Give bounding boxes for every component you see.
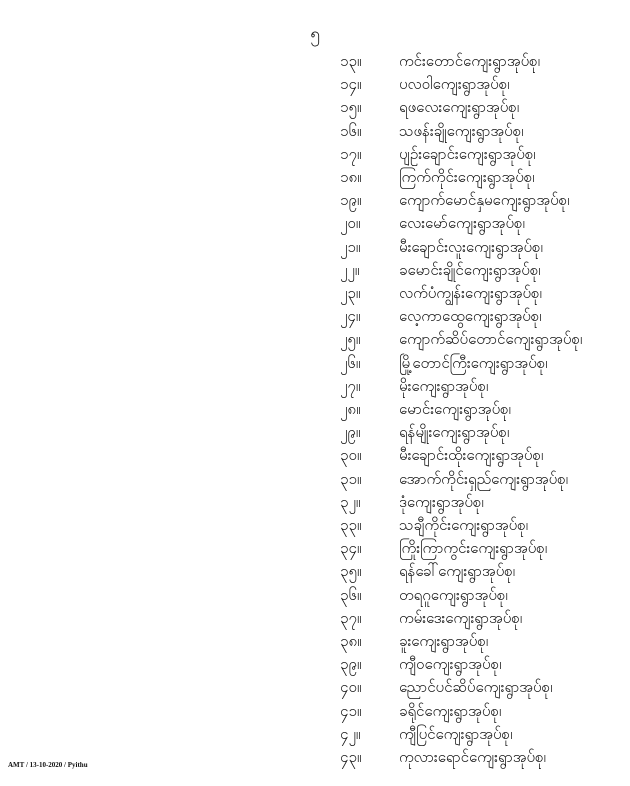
document-reference-footer: AMT / 13-10-2020 / Pyithu bbox=[8, 761, 88, 769]
list-item bbox=[0, 166, 630, 188]
list-item bbox=[0, 375, 630, 397]
list-item bbox=[0, 259, 630, 281]
list-item bbox=[0, 700, 630, 722]
village-tract-name: မီးချောင်းထိုးကျေးရွာအုပ်စု၊ bbox=[399, 446, 544, 465]
list-item bbox=[0, 143, 630, 165]
village-tract-name: ပလဝါကျေးရွာအုပ်စု၊ bbox=[399, 75, 510, 94]
village-tract-name: ကမ်းဒေးကျေးရွာအုပ်စု၊ bbox=[399, 608, 523, 627]
item-number: ၂၀။ bbox=[340, 214, 361, 233]
item-number: ၃၆။ bbox=[340, 585, 362, 604]
item-number: ၁၅။ bbox=[340, 98, 362, 117]
list-item bbox=[0, 189, 630, 211]
item-number: ၃၅။ bbox=[340, 562, 362, 581]
item-number: ၃၄။ bbox=[340, 539, 362, 558]
item-number: ၃၁။ bbox=[340, 469, 362, 488]
village-tract-name: မီးချောင်းလူးကျေးရွာအုပ်စု၊ bbox=[399, 237, 543, 256]
list-item bbox=[0, 96, 630, 118]
item-number: ၃၉။ bbox=[340, 655, 362, 674]
list-item bbox=[0, 282, 630, 304]
item-number: ၄၂။ bbox=[340, 724, 361, 743]
village-tract-name: မိုးကျေးရွာအုပ်စု၊ bbox=[399, 376, 489, 395]
list-item bbox=[0, 468, 630, 490]
list-item bbox=[0, 398, 630, 420]
item-number: ၂၃။ bbox=[340, 284, 361, 302]
list-item bbox=[0, 73, 630, 95]
item-number: ၁၆။ bbox=[340, 121, 362, 140]
village-tract-name: ကြိုးကြာကွင်းကျေးရွာအုပ်စု၊ bbox=[399, 539, 548, 558]
village-tract-name: အောက်ကိုင်းရှည်ကျေးရွာအုပ်စု၊ bbox=[399, 469, 569, 488]
item-number: ၄၃။ bbox=[340, 748, 362, 766]
item-number: ၂၂။ bbox=[340, 260, 360, 279]
item-number: ၁၇။ bbox=[340, 144, 362, 163]
village-tract-name: ကျီပြင်ကျေးရွာအုပ်စု၊ bbox=[399, 724, 513, 743]
list-item bbox=[0, 514, 630, 536]
village-tract-name: ဒုံကျေးရွာအုပ်စု၊ bbox=[399, 492, 484, 511]
item-number: ၄၀။ bbox=[340, 678, 362, 697]
village-tract-name: ကျောက်မောင်နှမကျေးရွာအုပ်စု၊ bbox=[399, 191, 570, 210]
page-number: ၅ bbox=[310, 24, 320, 44]
item-number: ၂၉။ bbox=[340, 423, 361, 442]
item-number: ၁၃။ bbox=[340, 52, 362, 70]
village-tract-name: သဖန်းချိုကျေးရွာအုပ်စု၊ bbox=[399, 121, 524, 140]
list-item bbox=[0, 607, 630, 629]
list-item bbox=[0, 50, 630, 72]
item-number: ၃၈။ bbox=[340, 632, 362, 650]
list-item bbox=[0, 305, 630, 327]
village-tract-name: လက်ပံကျွန်းကျေးရွာအုပ်စု၊ bbox=[399, 284, 542, 302]
village-tract-name: ညောင်ပင်ဆိပ်ကျေးရွာအုပ်စု၊ bbox=[399, 678, 553, 697]
item-number: ၂၈။ bbox=[340, 400, 361, 418]
list-item bbox=[0, 653, 630, 675]
village-tract-name: မောင်းကျေးရွာအုပ်စု၊ bbox=[399, 400, 511, 418]
item-number: ၄၁။ bbox=[340, 701, 362, 720]
village-tract-name: သချီကိုင်းကျေးရွာအုပ်စု၊ bbox=[399, 516, 529, 534]
village-tract-name: ရန်ခေါ်ကျေးရွာအုပ်စု၊ bbox=[399, 562, 516, 581]
item-number: ၁၈။ bbox=[340, 168, 362, 186]
list-item bbox=[0, 630, 630, 652]
item-number: ၃၃။ bbox=[340, 516, 362, 534]
item-number: ၂၆။ bbox=[340, 353, 361, 372]
list-item bbox=[0, 236, 630, 258]
village-tract-name: လေ့ကာထွေကျေးရွာအုပ်စု၊ bbox=[399, 307, 542, 326]
village-tract-name: ခမောင်းချိုင်ကျေးရွာအုပ်စု၊ bbox=[399, 260, 541, 279]
item-number: ၂၁။ bbox=[340, 237, 361, 256]
village-tract-name: ကုလားရောင်ကျေးရွာအုပ်စု၊ bbox=[399, 748, 546, 766]
list-item bbox=[0, 746, 630, 768]
item-number: ၂၇။ bbox=[340, 376, 361, 395]
list-item bbox=[0, 421, 630, 443]
item-number: ၂၅။ bbox=[340, 330, 361, 349]
item-number: ၂၄။ bbox=[340, 307, 361, 326]
village-tract-name: ကင်းတောင်ကျေးရွာအုပ်စု၊ bbox=[399, 52, 540, 70]
village-tract-name: ခရိုင်ကျေးရွာအုပ်စု၊ bbox=[399, 701, 502, 720]
village-tract-name: လေးမော်ကျေးရွာအုပ်စု၊ bbox=[399, 214, 525, 233]
list-item bbox=[0, 537, 630, 559]
village-tract-name: ရဖလေးကျေးရွာအုပ်စု၊ bbox=[399, 98, 520, 117]
item-number: ၃၇။ bbox=[340, 608, 362, 627]
village-tract-name: ခူးကျေးရွာအုပ်စု၊ bbox=[399, 632, 489, 650]
list-item bbox=[0, 560, 630, 582]
village-tract-name: တရဂူကျေးရွာအုပ်စု၊ bbox=[399, 585, 508, 604]
village-tract-name: ကျောက်ဆိပ်တောင်ကျေးရွာအုပ်စု၊ bbox=[399, 330, 583, 349]
item-number: ၃၂။ bbox=[340, 492, 361, 511]
village-tract-name: ရန်မျိုးကျေးရွာအုပ်စု၊ bbox=[399, 423, 510, 442]
list-item bbox=[0, 491, 630, 513]
list-item bbox=[0, 723, 630, 745]
list-item bbox=[0, 444, 630, 466]
list-item bbox=[0, 328, 630, 350]
list-item bbox=[0, 212, 630, 234]
village-tract-name: မြို့တောင်ကြီးကျေးရွာအုပ်စု၊ bbox=[399, 353, 548, 372]
item-number: ၃၀။ bbox=[340, 446, 362, 465]
list-item bbox=[0, 120, 630, 142]
village-tract-name: ကျီဝကျေးရွာအုပ်စု၊ bbox=[399, 655, 502, 674]
item-number: ၁၄။ bbox=[340, 75, 362, 94]
village-tract-name: ကြက်ကိုင်းကျေးရွာအုပ်စု၊ bbox=[399, 168, 535, 186]
list-item bbox=[0, 352, 630, 374]
village-tract-name: ပျဉ်းချောင်းကျေးရွာအုပ်စု၊ bbox=[399, 144, 536, 163]
list-item bbox=[0, 584, 630, 606]
list-item bbox=[0, 676, 630, 698]
item-number: ၁၉။ bbox=[340, 191, 362, 210]
